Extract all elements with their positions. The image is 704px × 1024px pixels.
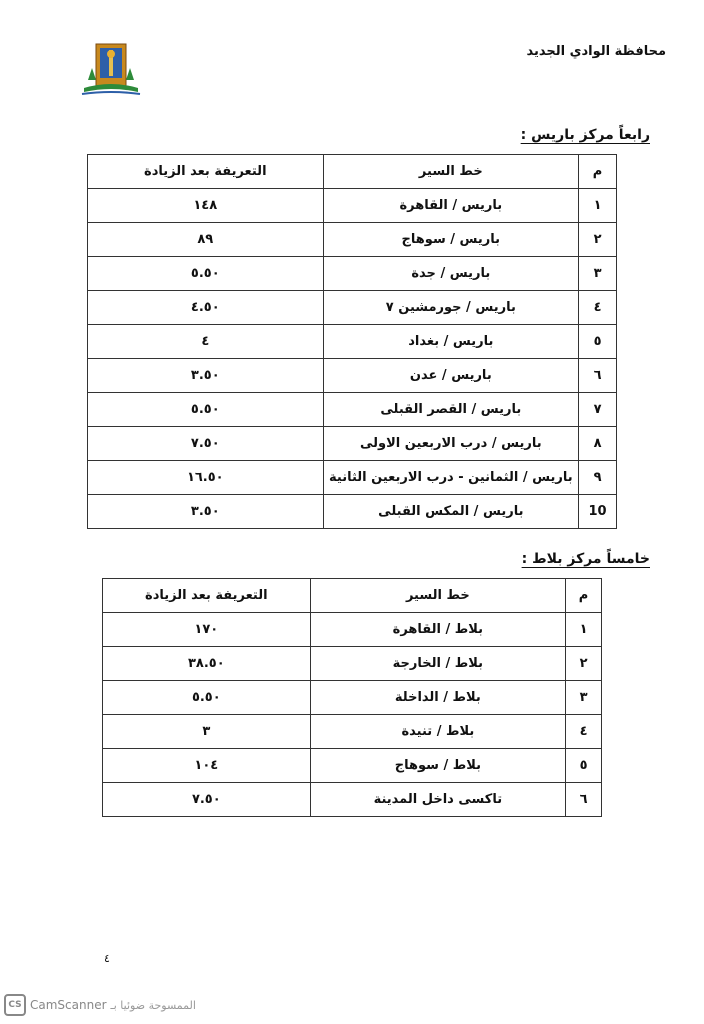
row-num: ٥ (579, 325, 617, 359)
table-row (88, 189, 617, 223)
header-route: خط السير (310, 579, 565, 613)
row-num: ٣ (579, 257, 617, 291)
row-fare: ٣٨.٥٠ (103, 647, 311, 681)
row-route: باريس / درب الاربعين الاولى (323, 427, 579, 461)
balat-fare-table (102, 578, 602, 817)
row-route: بلاط / الخارجة (310, 647, 565, 681)
table-row (103, 647, 602, 681)
row-num: ٣ (566, 681, 602, 715)
header-num: م (566, 579, 602, 613)
row-route: باريس / المكس القبلى (323, 495, 579, 529)
row-fare: ٥.٥٠ (88, 257, 324, 291)
table-header-row (103, 579, 602, 613)
section-title-balat: خامساً مركز بلاط : (521, 551, 650, 567)
header-num: م (579, 155, 617, 189)
row-fare: ٧.٥٠ (103, 783, 311, 817)
row-route: تاكسى داخل المدينة (310, 783, 565, 817)
row-route: باريس / بغداد (323, 325, 579, 359)
row-num: ٩ (579, 461, 617, 495)
paris-fare-table (87, 154, 617, 529)
camscanner-brand: CamScanner (30, 998, 107, 1012)
row-num: ٦ (566, 783, 602, 817)
row-route: بلاط / الداخلة (310, 681, 565, 715)
header-fare: التعريفة بعد الزيادة (103, 579, 311, 613)
row-fare: ١٠٤ (103, 749, 311, 783)
row-fare: ١٦.٥٠ (88, 461, 324, 495)
governorate-logo (78, 40, 144, 108)
header-route: خط السير (323, 155, 579, 189)
row-num: ١ (579, 189, 617, 223)
row-route: باريس / سوهاج (323, 223, 579, 257)
row-num: 10 (579, 495, 617, 529)
row-num: ٨ (579, 427, 617, 461)
row-num: ٥ (566, 749, 602, 783)
row-num: ٢ (566, 647, 602, 681)
row-route: باريس / عدن (323, 359, 579, 393)
row-num: ٤ (566, 715, 602, 749)
row-route: بلاط / تنيدة (310, 715, 565, 749)
row-num: ٤ (579, 291, 617, 325)
camscanner-caption: الممسوحة ضوئيا بـ (110, 998, 196, 1012)
row-route: بلاط / القاهرة (310, 613, 565, 647)
row-fare: ٨٩ (88, 223, 324, 257)
row-fare: ٧.٥٠ (88, 427, 324, 461)
table-row (88, 461, 617, 495)
table-row (88, 427, 617, 461)
table-row (88, 325, 617, 359)
table-row (88, 359, 617, 393)
logo-emblem-icon (78, 40, 144, 108)
table-row (88, 291, 617, 325)
row-fare: ٥.٥٠ (103, 681, 311, 715)
table-row (88, 223, 617, 257)
row-fare: ٤ (88, 325, 324, 359)
row-fare: ١٧٠ (103, 613, 311, 647)
section-title-paris: رابعاً مركز باريس : (520, 127, 650, 143)
page-number: ٤ (104, 952, 110, 965)
row-route: بلاط / سوهاج (310, 749, 565, 783)
row-fare: ٥.٥٠ (88, 393, 324, 427)
row-route: باريس / القاهرة (323, 189, 579, 223)
table-header-row (88, 155, 617, 189)
governorate-title: محافظة الوادي الجديد (526, 44, 666, 59)
row-fare: ٤.٥٠ (88, 291, 324, 325)
row-route: باريس / جورمشين ٧ (323, 291, 579, 325)
row-num: ٢ (579, 223, 617, 257)
table-row (103, 681, 602, 715)
table-row (103, 715, 602, 749)
row-fare: ٣ (103, 715, 311, 749)
row-route: باريس / جدة (323, 257, 579, 291)
row-fare: ١٤٨ (88, 189, 324, 223)
row-num: ٧ (579, 393, 617, 427)
row-num: ٦ (579, 359, 617, 393)
table-row (103, 613, 602, 647)
row-fare: ٣.٥٠ (88, 359, 324, 393)
table-row (103, 749, 602, 783)
table-row (88, 257, 617, 291)
row-fare: ٣.٥٠ (88, 495, 324, 529)
table-row (88, 495, 617, 529)
camscanner-icon: CS (4, 994, 26, 1016)
table-row (88, 393, 617, 427)
camscanner-watermark (4, 994, 196, 1016)
header-fare: التعريفة بعد الزيادة (88, 155, 324, 189)
row-route: باريس / الثمانين - درب الاربعين الثانية (323, 461, 579, 495)
table-row (103, 783, 602, 817)
row-route: باريس / القصر القبلى (323, 393, 579, 427)
row-num: ١ (566, 613, 602, 647)
